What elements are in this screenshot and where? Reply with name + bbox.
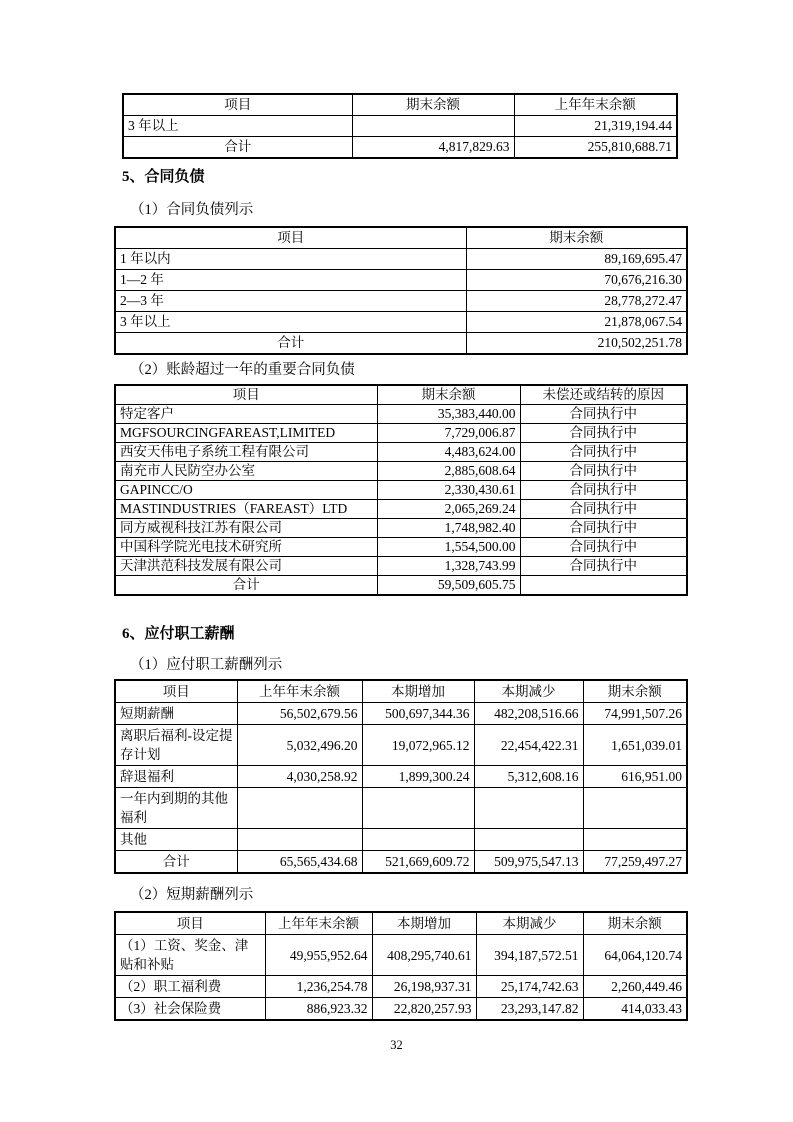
table-cell: 28,778,272.47 [466, 291, 687, 312]
header-row [115, 680, 687, 703]
table-row [115, 725, 687, 766]
table-cell: 离职后福利-设定提存计划 [115, 725, 237, 766]
table-row [115, 424, 687, 443]
table-cell: 5,032,496.20 [237, 725, 362, 766]
table-cell: 合计 [115, 333, 466, 355]
table-row [115, 519, 687, 538]
table-cell: GAPINCC/O [115, 481, 377, 500]
table-cell: 2—3 年 [115, 291, 466, 312]
column-header: 项目 [115, 680, 237, 703]
column-header: 上年年末余额 [237, 680, 362, 703]
table-cell: 74,991,507.26 [583, 703, 687, 725]
table-cell: 886,923.32 [265, 998, 372, 1021]
table-cell: 616,951.00 [583, 766, 687, 788]
table-cell: 3 年以上 [123, 116, 352, 137]
table-cell: 短期薪酬 [115, 703, 237, 725]
table-cell: 255,810,688.71 [514, 137, 677, 159]
table-row [115, 766, 687, 788]
table-row [115, 291, 687, 312]
table-cell: 合同执行中 [520, 443, 687, 462]
table-cell: 其他 [115, 829, 237, 851]
table-cell: 合同执行中 [520, 557, 687, 576]
table-cell: 南充市人民防空办公室 [115, 462, 377, 481]
table-row [115, 462, 687, 481]
column-header: 上年年末余额 [514, 94, 677, 116]
column-header: 项目 [115, 912, 265, 935]
table-cell: 210,502,251.78 [466, 333, 687, 355]
section-5-sub-2-title: （2）账龄超过一年的重要合同负债 [130, 362, 355, 378]
table-cell [237, 829, 362, 851]
table-cell: MGFSOURCINGFAREAST,LIMITED [115, 424, 377, 443]
table-cell [352, 116, 514, 137]
table-cell: 19,072,965.12 [362, 725, 474, 766]
table-cell: 89,169,695.47 [466, 249, 687, 270]
column-header: 本期减少 [476, 912, 583, 935]
table-row [115, 249, 687, 270]
table-cell: 1,651,039.01 [583, 725, 687, 766]
table-row [115, 703, 687, 725]
column-header: 本期增加 [362, 680, 474, 703]
table-cell [520, 576, 687, 596]
table-row [115, 976, 687, 998]
table-row [115, 557, 687, 576]
table-cell: 21,878,067.54 [466, 312, 687, 333]
table-cell: （2）职工福利费 [115, 976, 265, 998]
table-cell: 394,187,572.51 [476, 935, 583, 976]
table-cell: 合计 [123, 137, 352, 159]
header-row [115, 912, 687, 935]
column-header: 项目 [123, 94, 352, 116]
table-cell: （1）工资、奖金、津贴和补贴 [115, 935, 265, 976]
table-cell: 4,030,258.92 [237, 766, 362, 788]
table-row [115, 829, 687, 851]
table-cell: 合同执行中 [520, 424, 687, 443]
table-cell: 中国科学院光电技术研究所 [115, 538, 377, 557]
table-cell: 2,260,449.46 [583, 976, 687, 998]
header-row [115, 227, 687, 249]
table-cell: （3）社会保险费 [115, 998, 265, 1021]
table-cell: 509,975,547.13 [474, 851, 583, 874]
table-cell: 70,676,216.30 [466, 270, 687, 291]
table-cell: 1,899,300.24 [362, 766, 474, 788]
employee-compensation-table [114, 679, 688, 874]
overdue-contract-liabilities-table [114, 384, 688, 596]
table-row [115, 851, 687, 874]
section-6-title: 6、应付职工薪酬 [122, 626, 235, 642]
table-row [115, 500, 687, 519]
table-cell [237, 788, 362, 829]
table-cell: 56,502,679.56 [237, 703, 362, 725]
table-row [115, 935, 687, 976]
table-cell: 特定客户 [115, 405, 377, 424]
table-cell: 天津洪范科技发展有限公司 [115, 557, 377, 576]
header-row [123, 94, 677, 116]
table-cell: 合同执行中 [520, 462, 687, 481]
table-cell: 合同执行中 [520, 500, 687, 519]
table-cell [583, 788, 687, 829]
column-header: 期末余额 [583, 912, 687, 935]
table-cell: 2,885,608.64 [377, 462, 520, 481]
table-cell: 1,236,254.78 [265, 976, 372, 998]
table-row [115, 312, 687, 333]
table-cell: 合同执行中 [520, 481, 687, 500]
table-cell: 59,509,605.75 [377, 576, 520, 596]
table-cell [474, 829, 583, 851]
table-cell: 2,330,430.61 [377, 481, 520, 500]
table-row [115, 788, 687, 829]
section-6-sub-1-title: （1）应付职工薪酬列示 [130, 657, 283, 673]
table-cell: 1—2 年 [115, 270, 466, 291]
table-cell: 1,328,743.99 [377, 557, 520, 576]
page-number: 32 [390, 1038, 403, 1052]
table-row [115, 998, 687, 1021]
table-cell: 合同执行中 [520, 519, 687, 538]
table-cell: MASTINDUSTRIES（FAREAST）LTD [115, 500, 377, 519]
table-row [115, 405, 687, 424]
table-cell: 500,697,344.36 [362, 703, 474, 725]
contract-liabilities-table [114, 226, 688, 355]
section-5-title: 5、合同负债 [122, 169, 205, 185]
table-cell: 1,748,982.40 [377, 519, 520, 538]
table-row [123, 137, 677, 159]
table-cell: 1 年以内 [115, 249, 466, 270]
table-cell: 西安天伟电子系统工程有限公司 [115, 443, 377, 462]
section-5-sub-1-title: （1）合同负债列示 [130, 202, 254, 218]
table-cell: 5,312,608.16 [474, 766, 583, 788]
table-cell: 4,483,624.00 [377, 443, 520, 462]
table-cell: 23,293,147.82 [476, 998, 583, 1021]
table-cell [583, 829, 687, 851]
table-row [115, 443, 687, 462]
table-row [115, 538, 687, 557]
column-header: 项目 [115, 385, 377, 405]
table-cell: 22,820,257.93 [372, 998, 476, 1021]
table-cell: 482,208,516.66 [474, 703, 583, 725]
table-cell: 414,033.43 [583, 998, 687, 1021]
table-row [115, 333, 687, 355]
table-row [123, 116, 677, 137]
column-header: 期末余额 [352, 94, 514, 116]
column-header: 项目 [115, 227, 466, 249]
table-cell: 4,817,829.63 [352, 137, 514, 159]
header-row [115, 385, 687, 405]
table-row [115, 481, 687, 500]
column-header: 本期减少 [474, 680, 583, 703]
table-cell: 1,554,500.00 [377, 538, 520, 557]
aging-balance-table [122, 93, 678, 159]
section-6-sub-2-title: （2）短期薪酬列示 [130, 887, 254, 903]
table-cell: 65,565,434.68 [237, 851, 362, 874]
table-cell: 26,198,937.31 [372, 976, 476, 998]
table-cell: 合计 [115, 851, 237, 874]
table-row [115, 270, 687, 291]
table-cell: 35,383,440.00 [377, 405, 520, 424]
table-cell: 64,064,120.74 [583, 935, 687, 976]
table-cell: 7,729,006.87 [377, 424, 520, 443]
table-cell: 一年内到期的其他福利 [115, 788, 237, 829]
table-cell [474, 788, 583, 829]
table-cell [362, 788, 474, 829]
column-header: 期末余额 [466, 227, 687, 249]
column-header: 期末余额 [583, 680, 687, 703]
column-header: 本期增加 [372, 912, 476, 935]
short-term-compensation-table [114, 911, 688, 1021]
column-header: 期末余额 [377, 385, 520, 405]
table-cell: 合同执行中 [520, 405, 687, 424]
column-header: 未偿还或结转的原因 [520, 385, 687, 405]
table-cell: 合同执行中 [520, 538, 687, 557]
table-cell: 3 年以上 [115, 312, 466, 333]
table-cell: 49,955,952.64 [265, 935, 372, 976]
table-cell: 25,174,742.63 [476, 976, 583, 998]
table-cell: 同方威视科技江苏有限公司 [115, 519, 377, 538]
table-cell [362, 829, 474, 851]
table-row [115, 576, 687, 596]
table-cell: 辞退福利 [115, 766, 237, 788]
column-header: 上年年末余额 [265, 912, 372, 935]
table-cell: 合计 [115, 576, 377, 596]
table-cell: 2,065,269.24 [377, 500, 520, 519]
table-cell: 22,454,422.31 [474, 725, 583, 766]
table-cell: 408,295,740.61 [372, 935, 476, 976]
table-cell: 521,669,609.72 [362, 851, 474, 874]
table-cell: 21,319,194.44 [514, 116, 677, 137]
table-cell: 77,259,497.27 [583, 851, 687, 874]
